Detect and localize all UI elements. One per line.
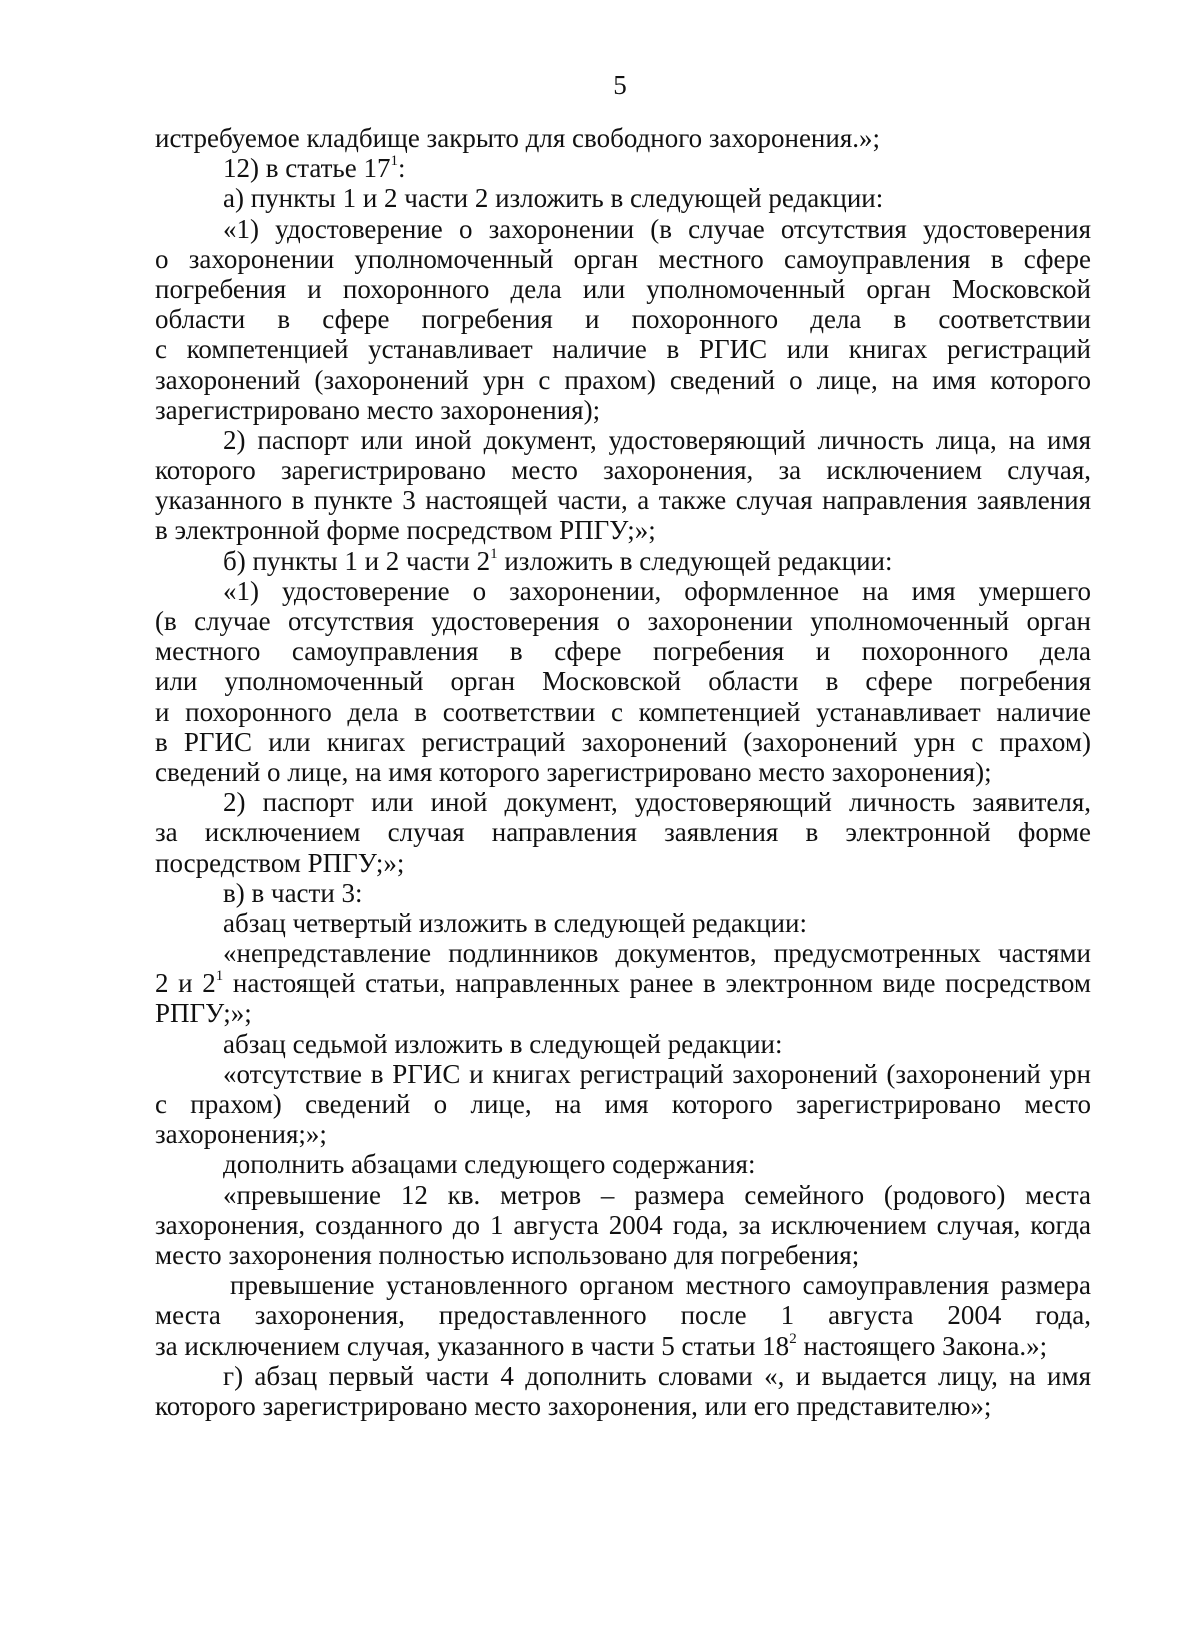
text-line: местного самоуправления в сфере погребения и похоронного дела xyxy=(155,636,1091,667)
text-fragment: настоящей статьи, направленных ранее в электронном виде посредством xyxy=(232,968,1091,999)
text-line: с прахом) сведений о лице, на имя которого зарегистрировано место xyxy=(155,1089,1091,1119)
text-line: 2) паспорт или иной документ, удостоверяющий личность лица, на имя xyxy=(223,424,1091,455)
text-line xyxy=(155,546,1091,576)
superscript: 1 xyxy=(215,968,224,985)
text-line: превышение установленного органом местного самоуправления размера xyxy=(230,1270,1091,1301)
superscript: 1 xyxy=(490,545,498,562)
text-line: в РГИС или книгах регистраций захоронений (захоронений урн с прахом) xyxy=(155,726,1091,757)
text-line: захоронения;»; xyxy=(155,1119,327,1150)
text-line: погребения и похоронного дела или уполномоченный орган Московской xyxy=(155,273,1091,304)
text-line: а) пункты 1 и 2 части 2 изложить в следующей редакции: xyxy=(223,183,884,214)
text-line: абзац седьмой изложить в следующей редакции: xyxy=(223,1028,783,1059)
superscript: 1 xyxy=(390,153,398,170)
text-line: о захоронении уполномоченный орган местного самоуправления в сфере xyxy=(155,243,1091,274)
text-line: и похоронного дела в соответствии с компетенцией устанавливает наличие xyxy=(155,696,1091,727)
text-line: «отсутствие в РГИС и книгах регистраций захоронений (захоронений урн xyxy=(223,1058,1091,1089)
text-fragment: настоящего Закона.»; xyxy=(803,1330,1048,1361)
text-line: дополнить абзацами следующего содержания: xyxy=(223,1149,756,1180)
text-line: указанного в пункте 3 настоящей части, а также случая направления заявления xyxy=(155,485,1091,516)
text-line: захоронения, созданного до 1 августа 2004 года, за исключением случая, когда xyxy=(155,1209,1091,1240)
text-fragment: за исключением случая, указанного в части 5 статьи 18 xyxy=(155,1330,790,1361)
text-line: истребуемое кладбище закрыто для свободного захоронения.»; xyxy=(155,123,881,153)
text-line: за исключением случая направления заявления в электронной форме xyxy=(155,817,1091,848)
superscript: 2 xyxy=(789,1330,797,1347)
page-number: 5 xyxy=(613,70,627,100)
document-body xyxy=(155,123,1091,1421)
text-line: (в случае отсутствия удостоверения о захоронении уполномоченный орган xyxy=(155,606,1091,636)
text-line: г) абзац первый части 4 дополнить словами «, и выдается лицу, на имя xyxy=(223,1360,1091,1391)
text-line: посредством РПГУ;»; xyxy=(155,847,405,878)
text-line: места захоронения, предоставленного после 1 августа 2004 года, xyxy=(155,1300,1091,1331)
text-line: РПГУ;»; xyxy=(155,998,252,1029)
text-fragment: 2 и 2 xyxy=(155,968,216,999)
text-line: захоронений (захоронений урн с прахом) сведений о лице, на имя которого xyxy=(155,364,1091,395)
text-line: с компетенцией устанавливает наличие в РГИС или книгах регистраций xyxy=(155,334,1091,365)
text-line: «1) удостоверение о захоронении (в случае отсутствия удостоверения xyxy=(223,213,1091,244)
text-line: области в сфере погребения и похоронного дела в соответствии xyxy=(155,304,1091,335)
text-line: которого зарегистрировано место захоронения, или его представителю»; xyxy=(155,1390,992,1421)
text-line: 2) паспорт или иной документ, удостоверяющий личность заявителя, xyxy=(223,787,1091,818)
text-line: в электронной форме посредством РПГУ;»; xyxy=(155,515,656,546)
text-line: «непредставление подлинников документов, предусмотренных частями xyxy=(223,938,1091,969)
text-fragment: б) пункты 1 и 2 части 2 xyxy=(223,545,491,576)
text-line xyxy=(155,968,1091,998)
text-line: которого зарегистрировано место захоронения, за исключением случая, xyxy=(155,455,1091,486)
text-line xyxy=(155,1331,1091,1361)
text-line: сведений о лице, на имя которого зарегистрировано место захоронения); xyxy=(155,756,992,787)
text-line: «1) удостоверение о захоронении, оформленное на имя умершего xyxy=(223,575,1091,606)
text-line: или уполномоченный орган Московской области в сфере погребения xyxy=(155,666,1091,697)
text-fragment: : xyxy=(397,153,406,184)
text-line: в) в части 3: xyxy=(223,877,363,908)
text-line: «превышение 12 кв. метров – размера семейного (родового) места xyxy=(223,1179,1091,1210)
text-line: место захоронения полностью использовано для погребения; xyxy=(155,1239,860,1270)
text-fragment: изложить в следующей редакции: xyxy=(504,545,893,576)
text-line: зарегистрировано место захоронения); xyxy=(155,394,601,425)
text-fragment: 12) в статье 17 xyxy=(223,153,391,184)
text-line: абзац четвертый изложить в следующей редакции: xyxy=(223,907,807,938)
text-line xyxy=(155,153,1091,183)
